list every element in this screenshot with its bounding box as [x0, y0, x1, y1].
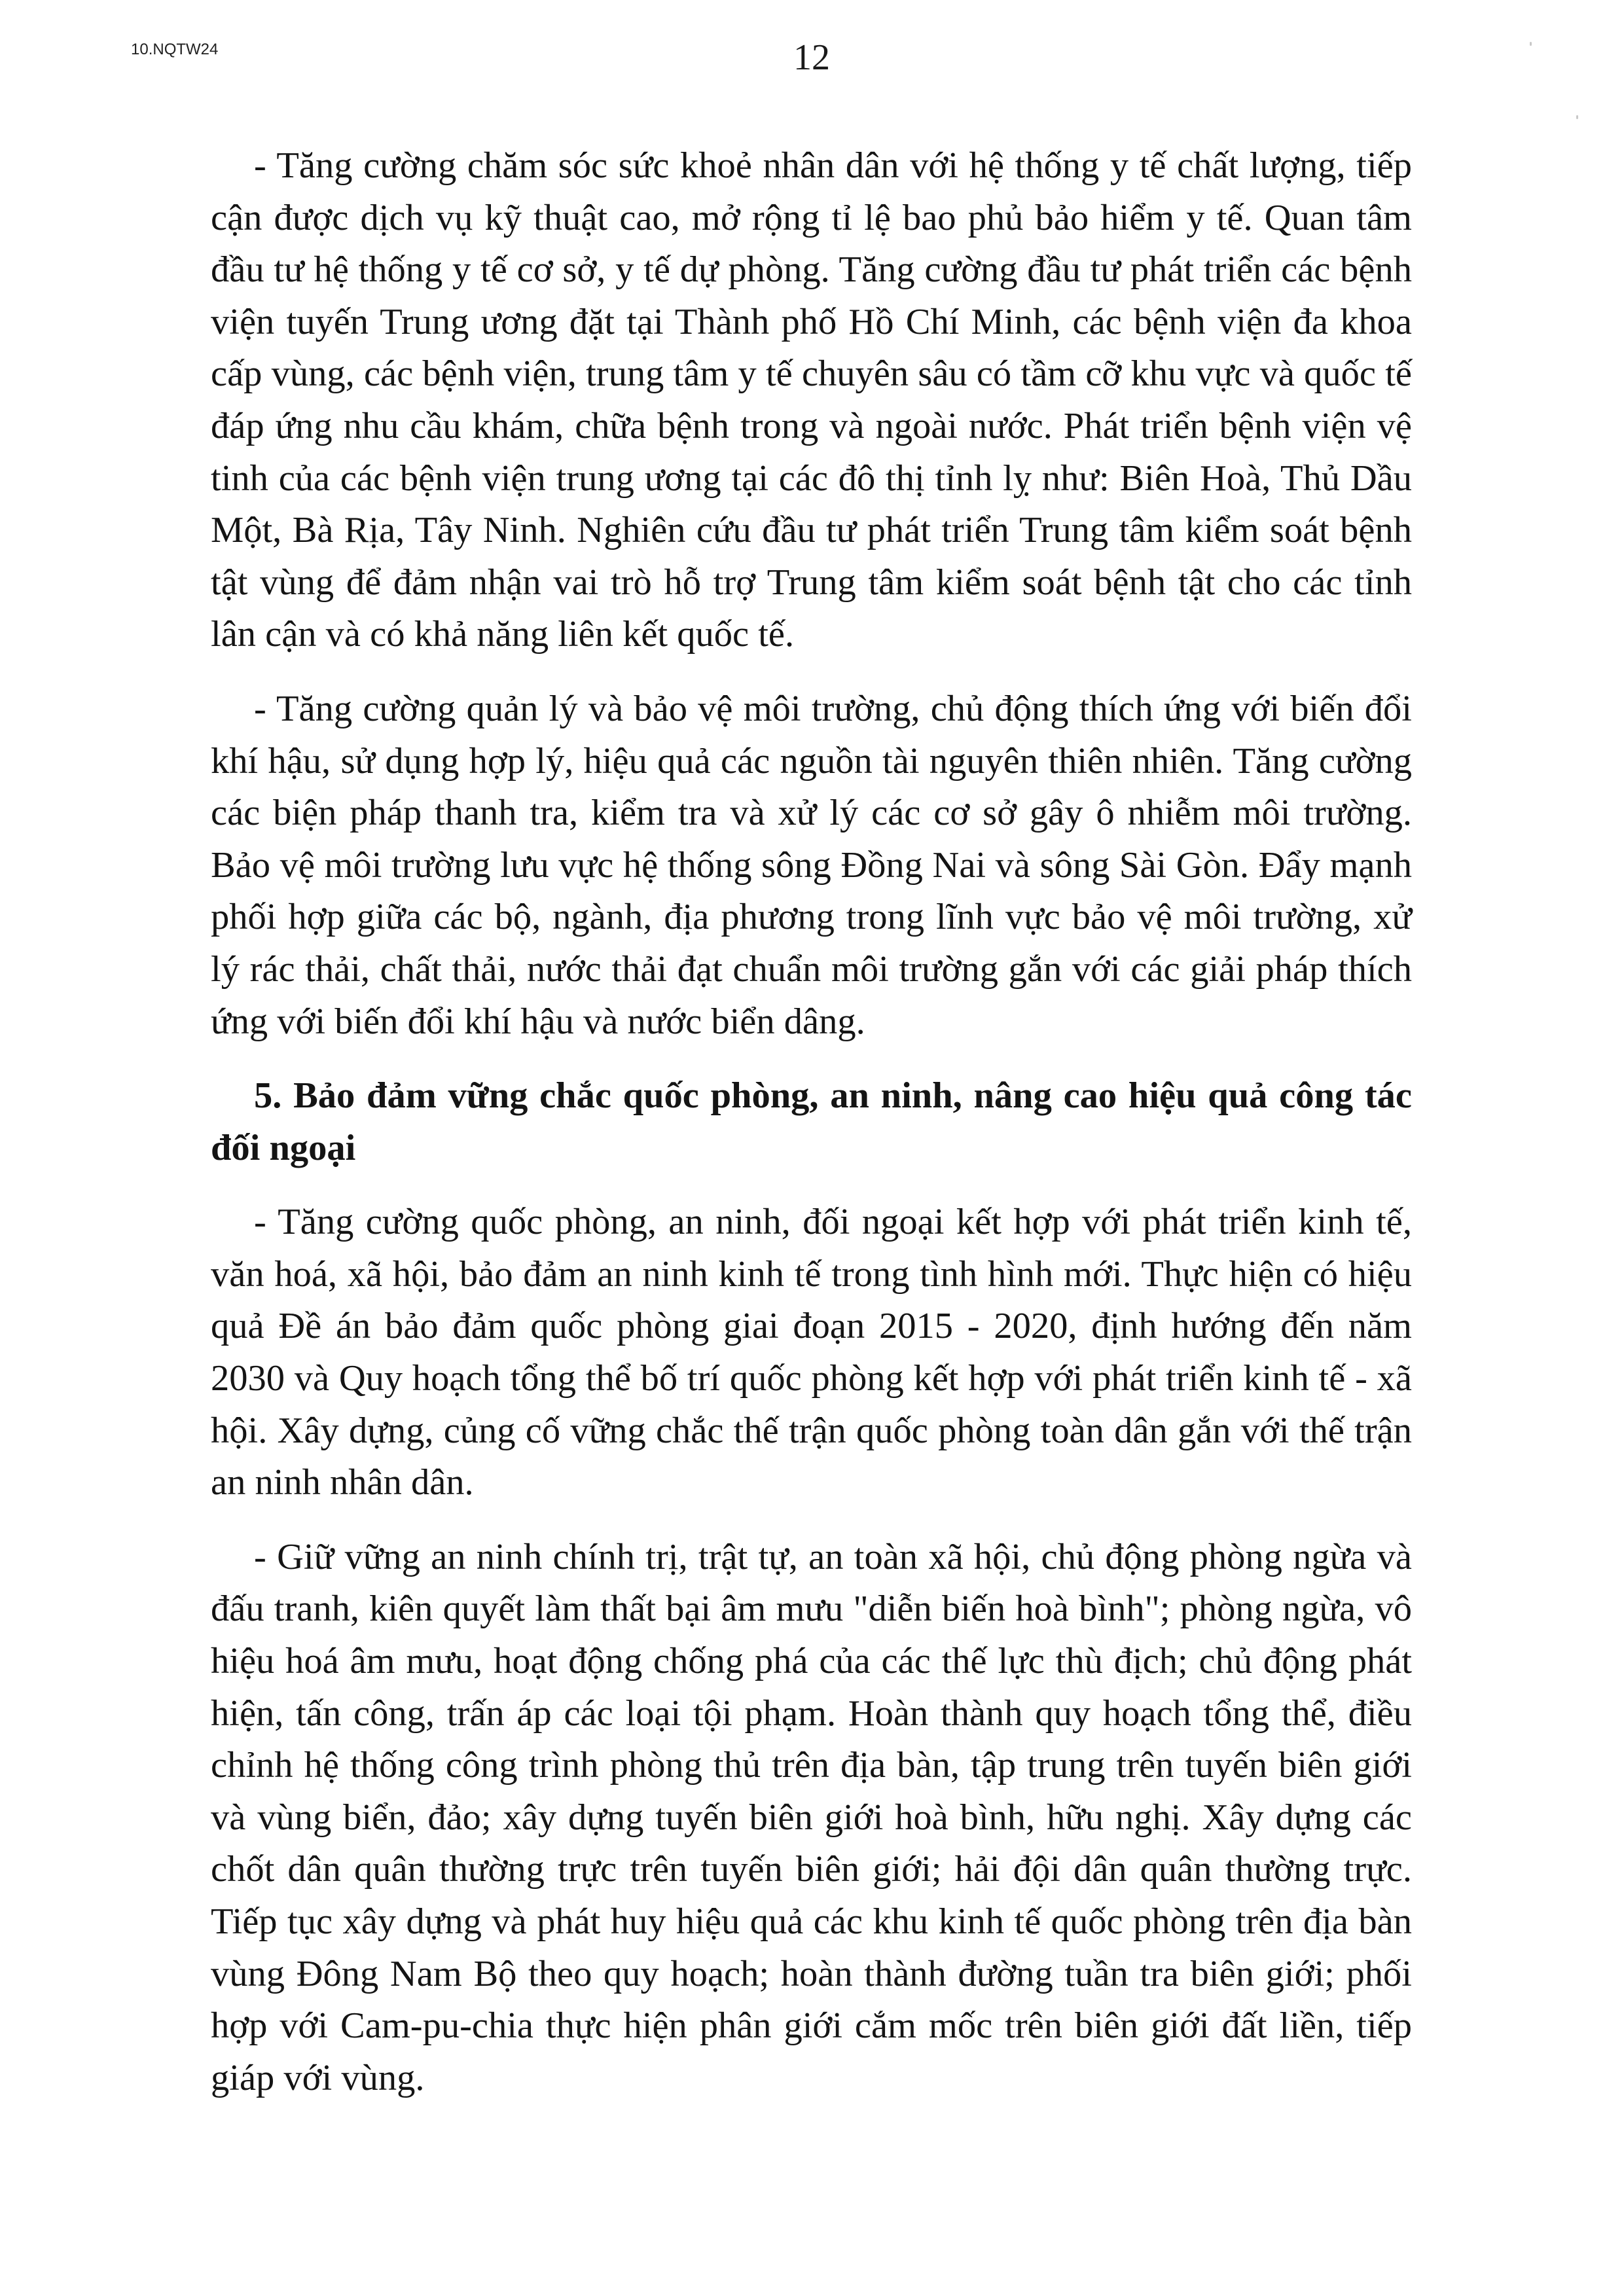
paragraph-defense: - Tăng cường quốc phòng, an ninh, đối ngoại kết hợp với phát triển kinh tế, văn hoá, xã hội, bảo đảm an ninh kinh tế trong tình hình mới. Thực hiện có hiệu quả Đề án bảo đảm quốc phòng giai đoạn 2015 - 2020, định hướng đến năm 2030 và Quy hoạch tổng thể bố trí quốc phòng kết hợp với phát triển kinh tế - xã hội. Xây dựng, củng cố vững chắc thế trận quốc phòng toàn dân gắn với thế trận an ninh nhân dân.	[211, 1202, 1412, 1503]
section-heading-5: 5. Bảo đảm vững chắc quốc phòng, an ninh, nâng cao hiệu quả công tác đối ngoại	[211, 1075, 1412, 1168]
scan-speck	[1530, 42, 1532, 46]
page-number: 12	[793, 37, 830, 78]
paragraph-security: - Giữ vững an ninh chính trị, trật tự, an toàn xã hội, chủ động phòng ngừa và đấu tranh, kiên quyết làm thất bại âm mưu "diễn biến hoà bình"; phòng ngừa, vô hiệu hoá âm mưu, hoạt động chống phá của các thế lực thù địch; chủ động phát hiện, tấn công, trấn áp các loại tội phạm. Hoàn thành quy hoạch tổng thể, điều chỉnh hệ thống công trình phòng thủ trên địa bàn, tập trung trên tuyến biên giới và vùng biển, đảo; xây dựng tuyến biên giới hoà bình, hữu nghị. Xây dựng các chốt dân quân thường trực trên tuyến biên giới; hải đội dân quân thường trực. Tiếp tục xây dựng và phát huy hiệu quả các khu kinh tế quốc phòng trên địa bàn vùng Đông Nam Bộ theo quy hoạch; hoàn thành đường tuần tra biên giới; phối hợp với Cam-pu-chia thực hiện phân giới cắm mốc trên biên giới đất liền, tiếp giáp với vùng.	[211, 1536, 1412, 2098]
paragraph-environment: - Tăng cường quản lý và bảo vệ môi trường, chủ động thích ứng với biến đổi khí hậu, sử dụng hợp lý, hiệu quả các nguồn tài nguyên thiên nhiên. Tăng cường các biện pháp thanh tra, kiểm tra và xử lý các cơ sở gây ô nhiễm môi trường. Bảo vệ môi trường lưu vực hệ thống sông Đồng Nai và sông Sài Gòn. Đẩy mạnh phối hợp giữa các bộ, ngành, địa phương trong lĩnh vực bảo vệ môi trường, xử lý rác thải, chất thải, nước thải đạt chuẩn môi trường gắn với các giải pháp thích ứng với biến đổi khí hậu và nước biển dâng.	[211, 688, 1412, 1042]
document-body	[211, 140, 1412, 2104]
scan-speck	[1576, 115, 1578, 119]
document-code: 10.NQTW24	[131, 41, 219, 58]
paragraph-healthcare: - Tăng cường chăm sóc sức khoẻ nhân dân với hệ thống y tế chất lượng, tiếp cận được dịch vụ kỹ thuật cao, mở rộng tỉ lệ bao phủ bảo hiểm y tế. Quan tâm đầu tư hệ thống y tế cơ sở, y tế dự phòng. Tăng cường đầu tư phát triển các bệnh viện tuyến Trung ương đặt tại Thành phố Hồ Chí Minh, các bệnh viện đa khoa cấp vùng, các bệnh viện, trung tâm y tế chuyên sâu có tầm cỡ khu vực và quốc tế đáp ứng nhu cầu khám, chữa bệnh trong và ngoài nước. Phát triển bệnh viện vệ tinh của các bệnh viện trung ương tại các đô thị tỉnh lỵ như: Biên Hoà, Thủ Dầu Một, Bà Rịa, Tây Ninh. Nghiên cứu đầu tư phát triển Trung tâm kiểm soát bệnh tật vùng để đảm nhận vai trò hỗ trợ Trung tâm kiểm soát bệnh tật cho các tỉnh lân cận và có khả năng liên kết quốc tế.	[211, 145, 1412, 655]
